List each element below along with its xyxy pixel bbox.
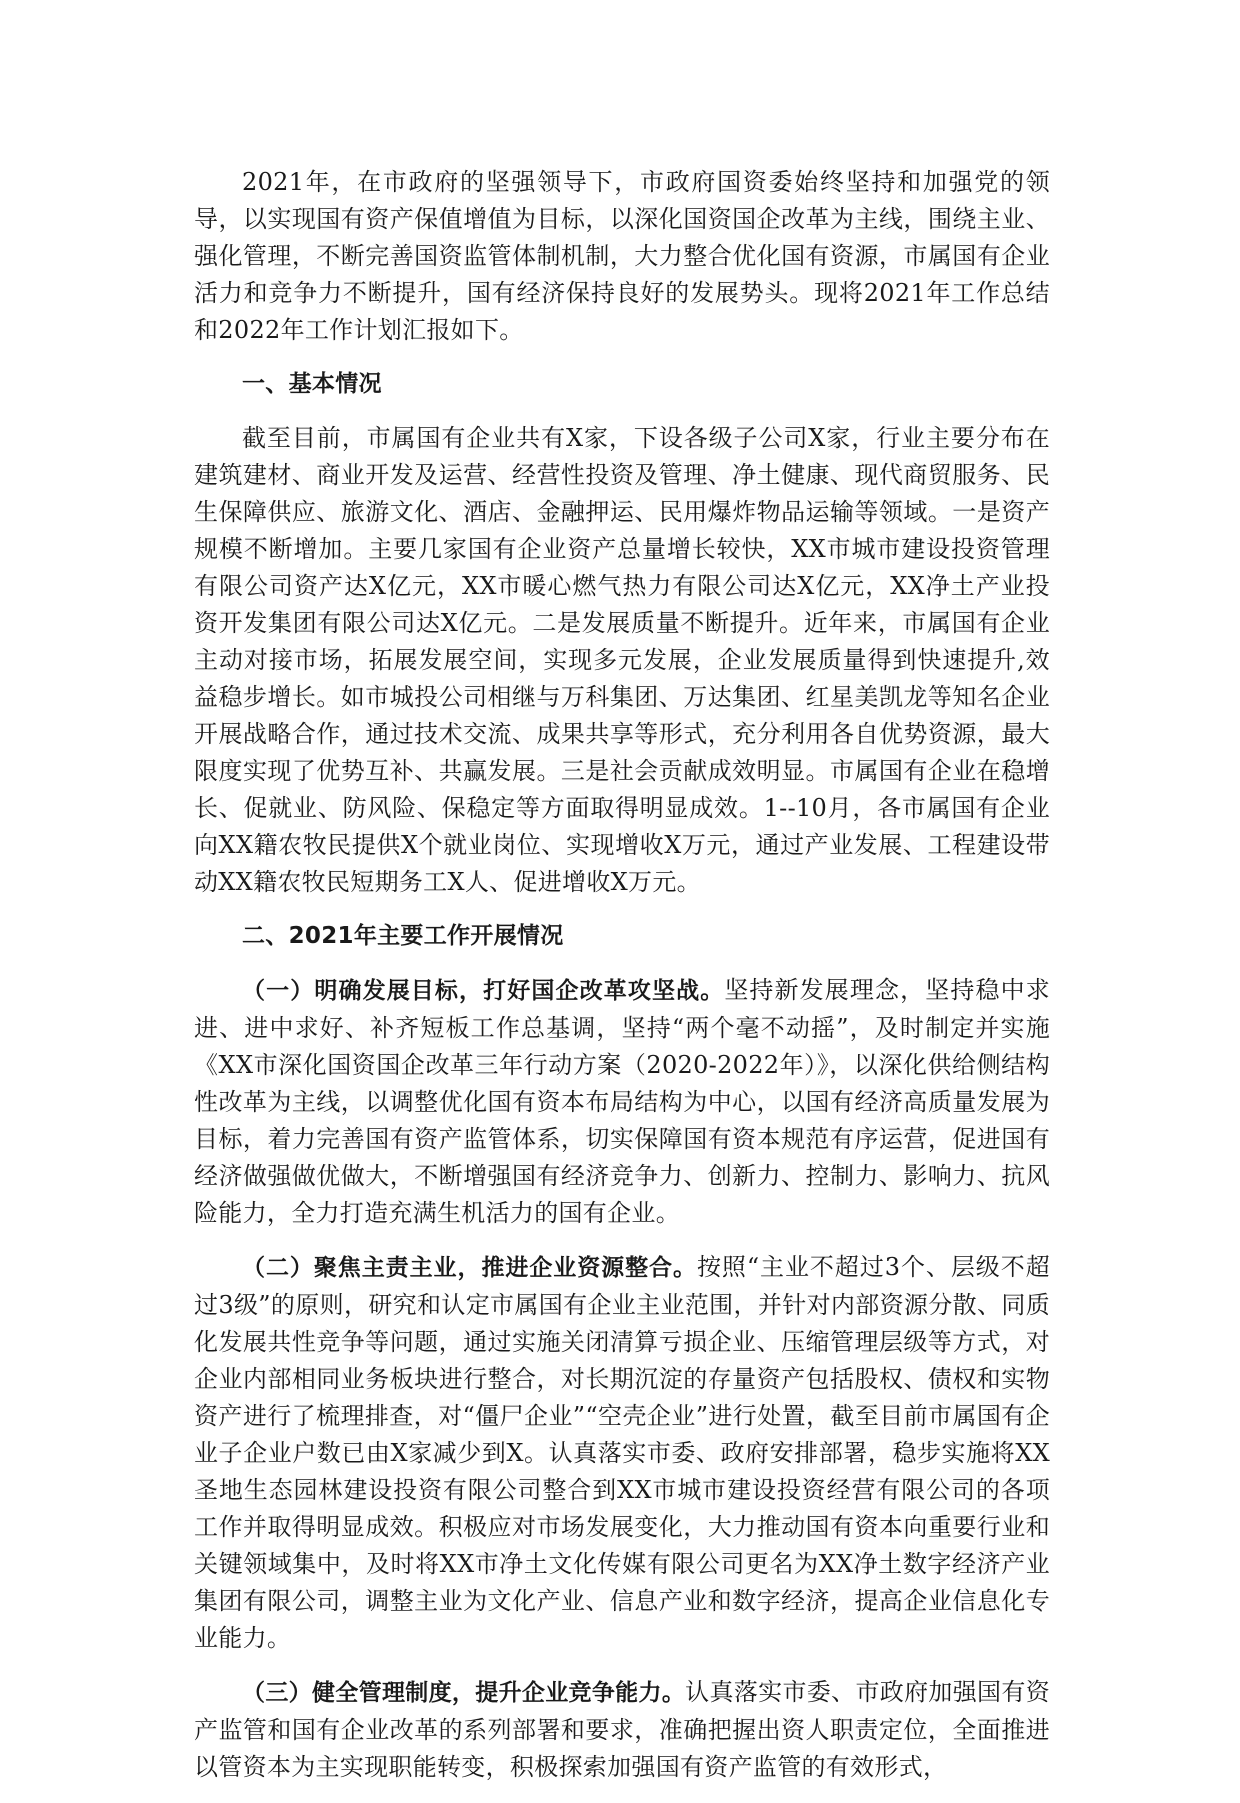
section-2-item-1-lead: （一）明确发展目标，打好国企改革攻坚战。 (242, 978, 725, 1004)
section-2-item-3-text: 认真落实市委、市政府加强国有资产监管和国有企业改革的系列部署和要求，准确把握出资人职责定位，全面推进以管资本为主实现职能转变，积极探索加强国有资产监管的有效形式， (194, 1678, 1051, 1781)
document-page (194, 164, 1050, 1803)
section-2-item-1 (194, 972, 1050, 1232)
section-2-heading: 二、2021年主要工作开展情况 (242, 923, 564, 949)
section-2-item-2 (194, 1249, 1050, 1657)
section-2-item-2-lead: （二）聚焦主责主业，推进企业资源整合。 (242, 1255, 697, 1281)
section-1-body: 截至目前，市属国有企业共有X家，下设各级子公司X家，行业主要分布在建筑建材、商业开发及运营、经营性投资及管理、净土健康、现代商贸服务、民生保障供应、旅游文化、酒店、金融押运、民用爆炸物品运输等领域。一是资产规模不断增加。主要几家国有企业资产总量增长较快，XX市城市建设投资管理有限公司资产达X亿元，XX市暖心燃气热力有限公司达X亿元，XX净土产业投资开发集团有限公司达X亿元。二是发展质量不断提升。近年来，市属国有企业主动对接市场，拓展发展空间，实现多元发展，企业发展质量得到快速提升,效益稳步增长。如市城投公司相继与万科集团、万达集团、红星美凯龙等知名企业开展战略合作，通过技术交流、成果共享等形式，充分利用各自优势资源，最大限度实现了优势互补、共赢发展。三是社会贡献成效明显。市属国有企业在稳增长、促就业、防风险、保稳定等方面取得明显成效。1--10月，各市属国有企业向XX籍农牧民提供X个就业岗位、实现增收X万元，通过产业发展、工程建设带动XX籍农牧民短期务工X人、促进增收X万元。 (194, 424, 1050, 896)
intro-paragraph: 2021年，在市政府的坚强领导下，市政府国资委始终坚持和加强党的领导，以实现国有资产保值增值为目标，以深化国资国企改革为主线，围绕主业、强化管理，不断完善国资监管体制机制，大力整合优化国有资源，市属国有企业活力和竞争力不断提升，国有经济保持良好的发展势头。现将2021年工作总结和2022年工作计划汇报如下。 (194, 168, 1050, 344)
section-2-item-2-text: 按照“主业不超过3个、层级不超过3级”的原则，研究和认定市属国有企业主业范围，并针对内部资源分散、同质化发展共性竞争等问题，通过实施关闭清算亏损企业、压缩管理层级等方式，对企业内部相同业务板块进行整合，对长期沉淀的存量资产包括股权、债权和实物资产进行了梳理排查，对“僵尸企业”“空壳企业”进行处置，截至目前市属国有企业子企业户数已由X家减少到X。认真落实市委、政府安排部署，稳步实施将XX圣地生态园林建设投资有限公司整合到XX市城市建设投资经营有限公司的各项工作并取得明显成效。积极应对市场发展变化，大力推动国有资本向重要行业和关键领域集中，及时将XX市净土文化传媒有限公司更名为XX净土数字经济产业集团有限公司，调整主业为文化产业、信息产业和数字经济，提高企业信息化专业能力。 (194, 1253, 1050, 1652)
section-1-heading: 一、基本情况 (242, 371, 382, 397)
section-2-item-1-text: 坚持新发展理念，坚持稳中求进、进中求好、补齐短板工作总基调，坚持“两个毫不动摇”，及时制定并实施《XX市深化国资国企改革三年行动方案（2020-2022年）》，以深化供给侧结构性改革为主线，以调整优化国有资本布局结构为中心，以国有经济高质量发展为目标，着力完善国有资产监管体系，切实保障国有资本规范有序运营，促进国有经济做强做优做大，不断增强国有经济竞争力、创新力、控制力、影响力、抗风险能力，全力打造充满生机活力的国有企业。 (194, 976, 1050, 1227)
section-2-item-3 (194, 1674, 1050, 1786)
section-2-item-3-lead: （三）健全管理制度，提升企业竞争能力。 (242, 1680, 686, 1706)
